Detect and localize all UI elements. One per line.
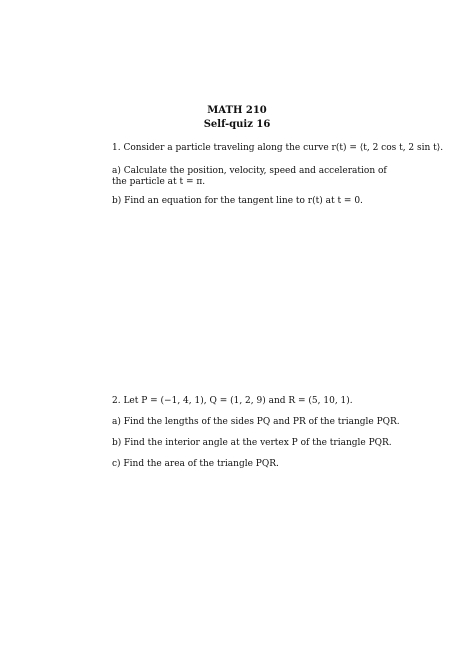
problem-1-part-a: a) Calculate the position, velocity, speed and acceleration of the particle at t = π. xyxy=(112,166,387,188)
quiz-title: Self-quiz 16 xyxy=(203,118,271,130)
problem-1-statement: 1. Consider a particle traveling along the curve r(t) = ⟨t, 2 cos t, 2 sin t⟩. xyxy=(112,143,444,153)
problem-2-part-c: c) Find the area of the triangle PQR. xyxy=(112,459,279,469)
problem-1-part-b: b) Find an equation for the tangent line to r(t) at t = 0. xyxy=(112,196,363,206)
course-title: MATH 210 xyxy=(207,105,267,116)
problem-2-statement: 2. Let P = (−1, 4, 1), Q = (1, 2, 9) and R = (5, 10, 1). xyxy=(112,396,353,406)
problem-2-part-b: b) Find the interior angle at the vertex P of the triangle PQR. xyxy=(112,438,392,448)
problem-2-part-a: a) Find the lengths of the sides PQ and PR of the triangle PQR. xyxy=(112,417,400,427)
title-block xyxy=(0,104,474,131)
